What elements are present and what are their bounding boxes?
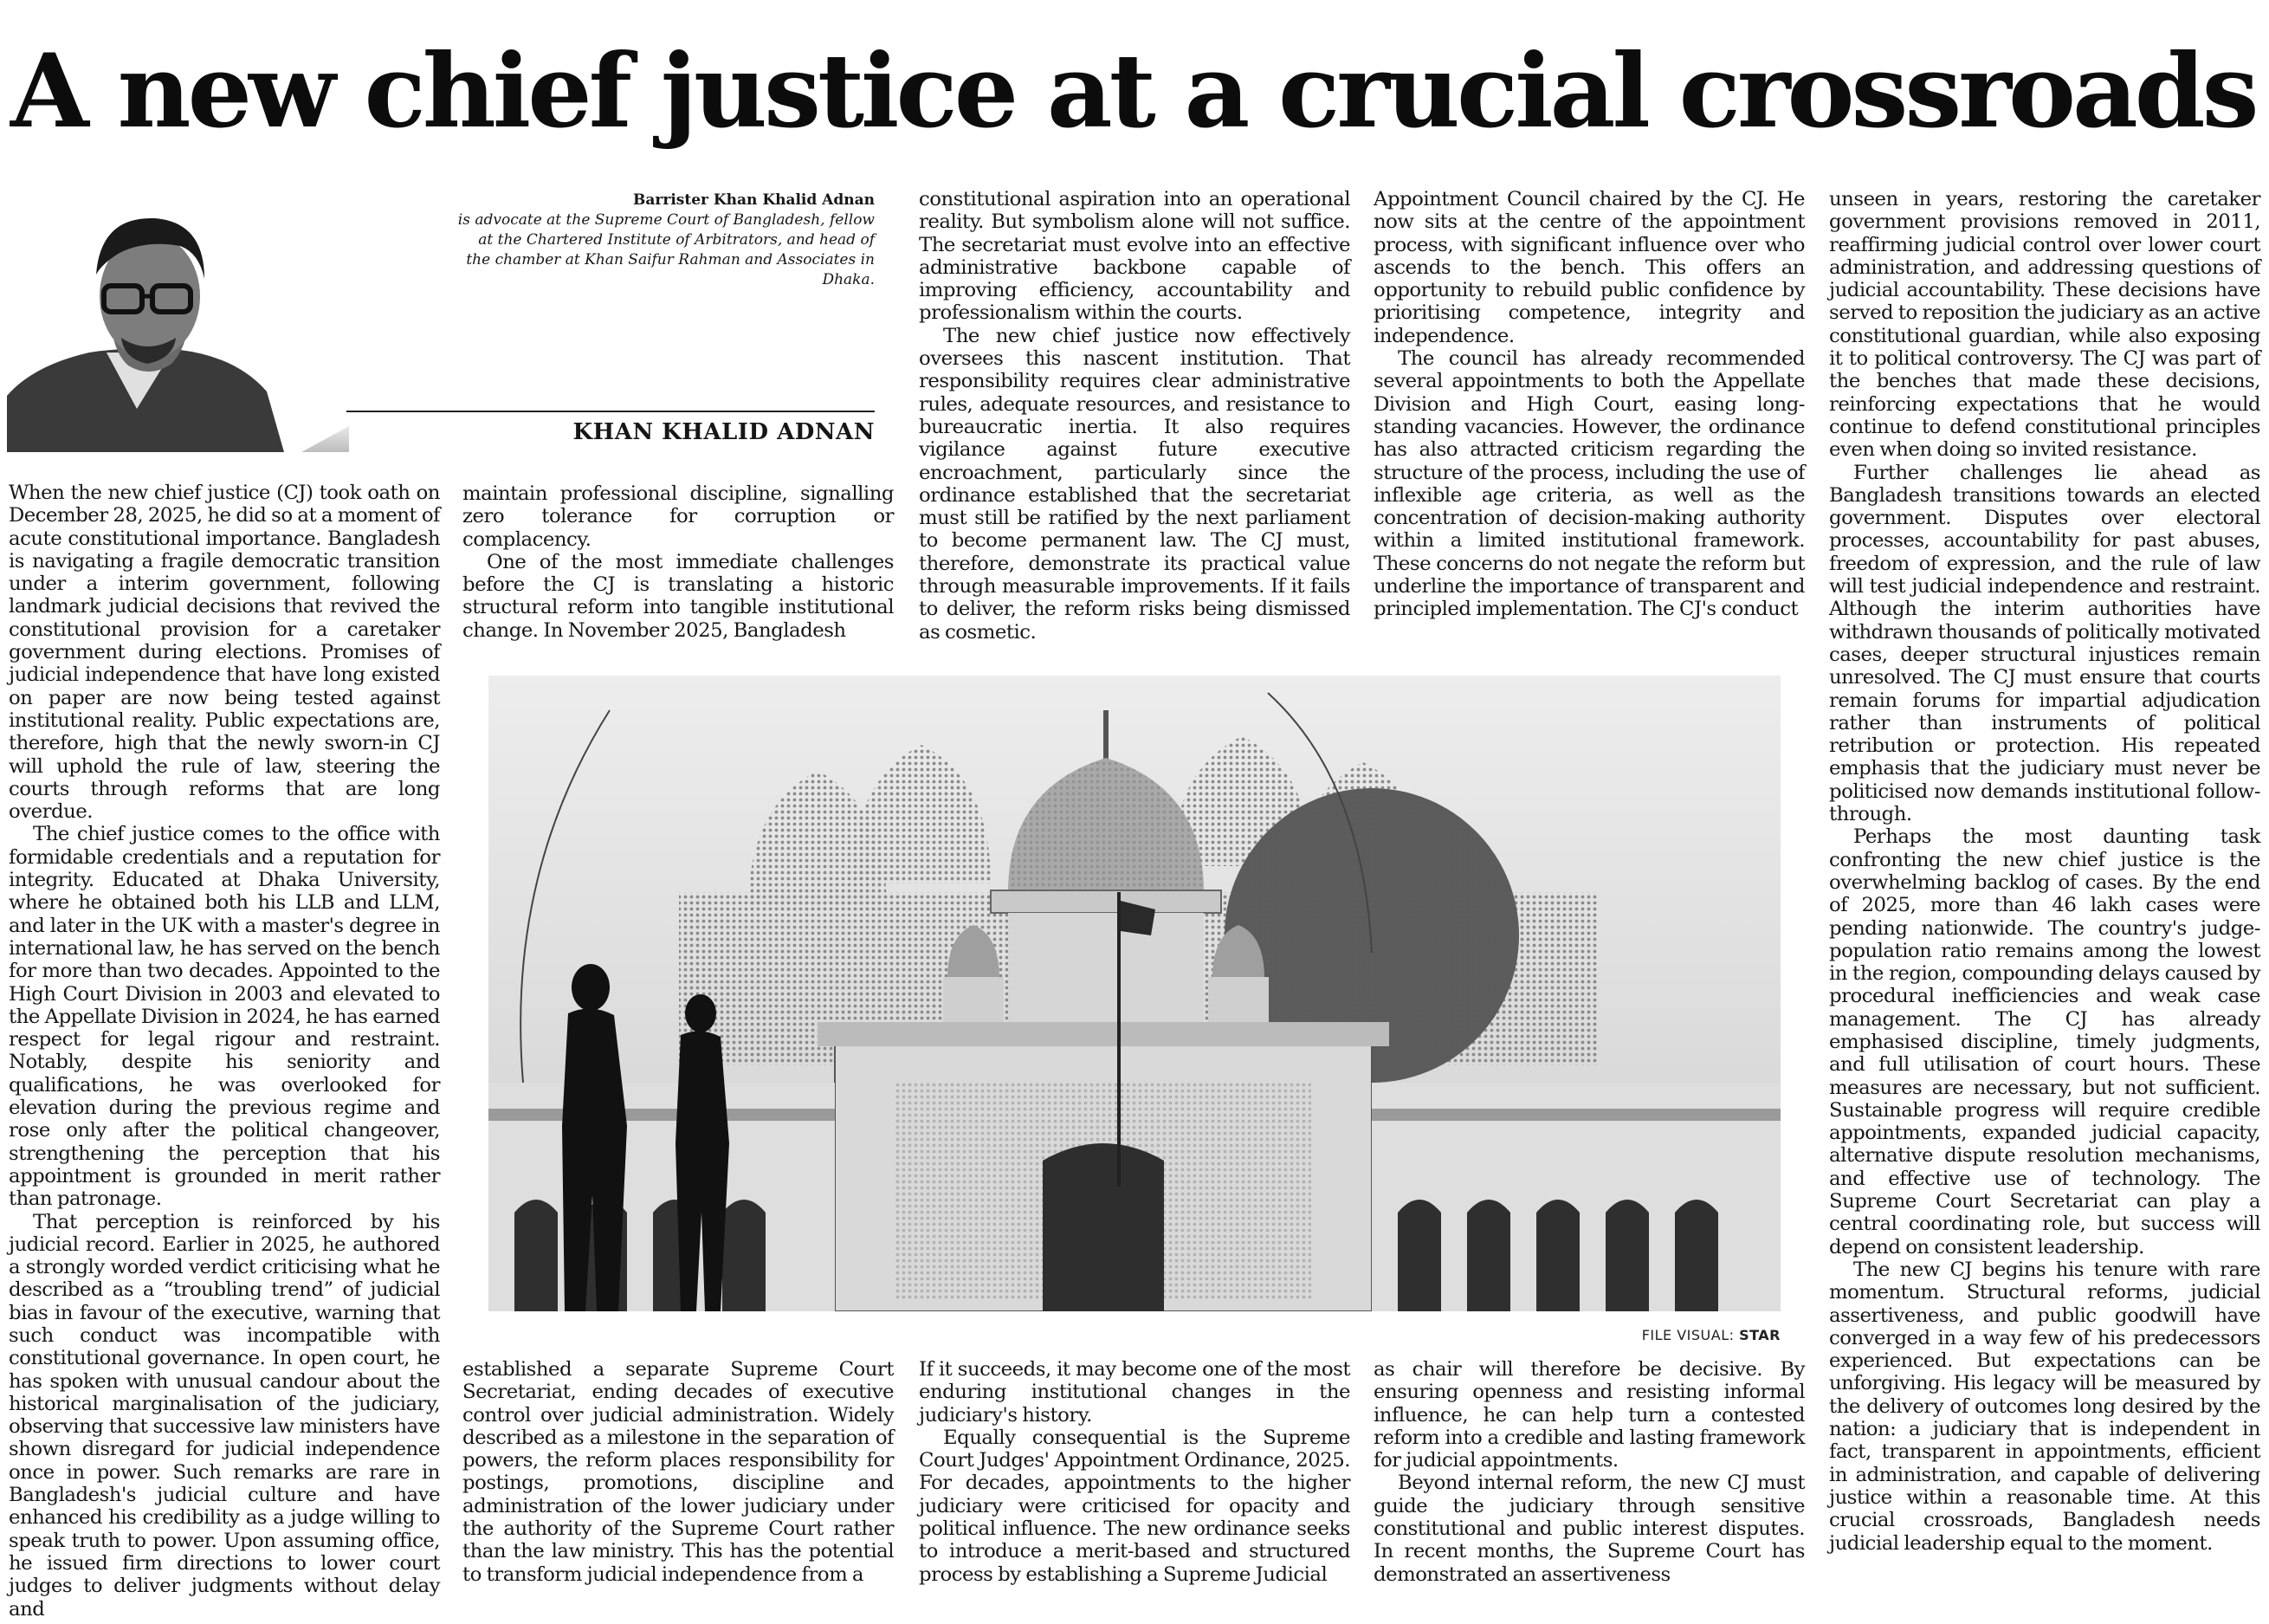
paragraph: constitutional aspiration into an operational reality. But symbolism alone will not suffice. The secretariat must evolve into an effective administrative backbone capable of improving efficiency, accountability and professionalism within the courts. <box>919 188 1350 325</box>
supreme-court-illustration <box>488 676 1781 1311</box>
photo-credit-prefix: FILE VISUAL: <box>1641 1327 1740 1343</box>
byline-rule <box>346 411 875 412</box>
paragraph: The council has already recommended several appointments to both the Appellate Division and High Court, easing long-standing vacancies. However, the ordinance has also attracted criticism regarding the structure of the process, including the use of inflexible age criteria, as well as the concentration of decision-making authority within a limited institutional framework. These concerns do not negate the reform but underline the importance of transparent and principled implementation. The CJ's conduct <box>1374 347 1805 621</box>
paragraph: The new CJ begins his tenure with rare momentum. Structural reforms, judicial assertiveness, and public goodwill have converged in a way few of his predecessors experienced. But expectations can be unforgiving. His legacy will be measured by the delivery of outcomes long desired by the nation: a judiciary that is independent in fact, transparent in appointments, efficient in administration, and capable of delivering justice within a reasonable time. At this crucial crossroads, Bangladesh needs judicial leadership equal to the moment. <box>1829 1258 2260 1555</box>
article-column-2-bottom <box>462 1358 894 1586</box>
paragraph: as chair will therefore be decisive. By ensuring openness and resisting informal influence, he can help turn a contested reform into a credible and lasting framework for judicial appointments. <box>1374 1358 1805 1472</box>
article-column-5 <box>1829 188 2260 1555</box>
author-portrait <box>7 192 349 452</box>
article-column-3-bottom <box>919 1358 1350 1586</box>
article-column-3-top <box>919 188 1350 644</box>
headline: A new chief justice at a crucial crossroads <box>10 31 2256 151</box>
paragraph: maintain professional discipline, signalling zero tolerance for corruption or complacency. <box>462 482 894 551</box>
paragraph: One of the most immediate challenges before the CJ is translating a historic structural reform into tangible institutional change. In November 2025, Bangladesh <box>462 550 894 642</box>
paragraph: The new chief justice now effectively oversees this nascent institution. That responsibility requires clear administrative rules, adequate resources, and resistance to bureaucratic inertia. It also requires vigilance against future executive encroachment, particularly since the ordinance established that the secretariat must still be ratified by the next parliament to become permanent law. The CJ must, therefore, demonstrate its practical value through measurable improvements. If it fails to deliver, the reform risks being dismissed as cosmetic. <box>919 324 1350 644</box>
article-column-1 <box>9 482 440 1621</box>
paragraph: Further challenges lie ahead as Bangladesh transitions towards an elected government. Disputes over electoral processes, accountability for past abuses, freedom of expression, and the rule of law will test judicial independence and restraint. Although the interim authorities have withdrawn thousands of politically motivated cases, deeper structural injustices remain unresolved. The CJ must ensure that courts remain forums for impartial adjudication rather than instruments of political retribution or protection. His repeated emphasis that the judiciary must never be politicised now demands institutional follow-through. <box>1829 461 2260 826</box>
photo-credit-source: STAR <box>1739 1327 1781 1343</box>
author-bio <box>450 191 875 290</box>
byline: KHAN KHALID ADNAN <box>572 419 875 445</box>
paragraph: If it succeeds, it may become one of the most enduring institutional changes in the judiciary's history. <box>919 1358 1350 1427</box>
author-bio-text: is advocate at the Supreme Court of Bangladesh, fellow at the Chartered Institute of Arbitrators, and head of the chamber at Khan Saifur Rahman and Associates in Dhaka. <box>457 211 875 288</box>
paragraph: Equally consequential is the Supreme Court Judges' Appointment Ordinance, 2025. For decades, appointments to the higher judiciary were criticised for opacity and political influence. The new ordinance seeks to introduce a merit-based and structured process by establishing a Supreme Judicial <box>919 1426 1350 1586</box>
author-bio-name: Barrister Khan Khalid Adnan <box>633 191 875 209</box>
paragraph: established a separate Supreme Court Secretariat, ending decades of executive control over judicial administration. Widely described as a milestone in the separation of powers, the reform places responsibility for postings, promotions, discipline and administration of the lower judiciary under the authority of the Supreme Court rather than the law ministry. This has the potential to transform judicial independence from a <box>462 1358 894 1586</box>
paragraph: unseen in years, restoring the caretaker government provisions removed in 2011, reaffirming judicial control over lower court administration, and addressing questions of judicial accountability. These decisions have served to reposition the judiciary as an active constitutional guardian, while also exposing it to political controversy. The CJ was part of the benches that made these decisions, reinforcing expectations that he would continue to defend constitutional principles even when doing so invited resistance. <box>1829 188 2260 462</box>
photo-credit <box>1524 1327 1781 1343</box>
article-column-4-bottom <box>1374 1358 1805 1586</box>
paragraph: The chief justice comes to the office with formidable credentials and a reputation for integrity. Educated at Dhaka University, where he obtained both his LLB and LLM, and later in the UK with a master's degree in international law, he has served on the bench for more than two decades. Appointed to the High Court Division in 2003 and elevated to the Appellate Division in 2024, he has earned respect for legal rigour and restraint. Notably, despite his seniority and qualifications, he was overlooked for elevation during the previous regime and rose only after the political changeover, strengthening the perception that his appointment is grounded in merit rather than patronage. <box>9 823 440 1211</box>
paragraph: When the new chief justice (CJ) took oath on December 28, 2025, he did so at a moment of acute constitutional importance. Bangladesh is navigating a fragile democratic transition under a interim government, following landmark judicial decisions that revived the constitutional provision for a caretaker government during elections. Promises of judicial independence that have long existed on paper are now being tested against institutional reality. Public expectations are, therefore, high that the newly sworn-in CJ will uphold the rule of law, steering the courts through reforms that are long overdue. <box>9 482 440 824</box>
paragraph: Perhaps the most daunting task confronting the new chief justice is the overwhelming backlog of cases. By the end of 2025, more than 46 lakh cases were pending nationwide. The country's judge-population ratio remains among the lowest in the region, compounding delays caused by procedural inefficiencies and weak case management. The CJ has already emphasised discipline, timely judgments, and full utilisation of court hours. These measures are necessary, but not sufficient. Sustainable progress will require credible appointments, expanded judicial capacity, alternative dispute resolution mechanisms, and effective use of technology. The Supreme Court Secretariat can play a central coordinating role, but success will depend on consistent leadership. <box>1829 825 2260 1258</box>
article-column-4-top <box>1374 188 1805 621</box>
paragraph: Appointment Council chaired by the CJ. He now sits at the centre of the appointment process, with significant influence over who ascends to the bench. This offers an opportunity to rebuild public confidence by prioritising competence, integrity and independence. <box>1374 188 1805 347</box>
paragraph: Beyond internal reform, the new CJ must guide the judiciary through sensitive constitutional and public interest disputes. In recent months, the Supreme Court has demonstrated an assertiveness <box>1374 1472 1805 1586</box>
paragraph: That perception is reinforced by his judicial record. Earlier in 2025, he authored a strongly worded verdict criticising what he described as a “troubling trend” of judicial bias in favour of the executive, warning that such conduct was incompatible with constitutional governance. In open court, he has spoken with unusual candour about the historical marginalisation of the judiciary, observing that successive law ministers have shown disregard for judicial independence once in power. Such remarks are rare in Bangladesh's judicial culture and have enhanced his credibility as a judge willing to speak truth to power. Upon assuming office, he issued firm directions to lower court judges to deliver judgments without delay and <box>9 1210 440 1621</box>
article-column-2-top <box>462 482 894 642</box>
